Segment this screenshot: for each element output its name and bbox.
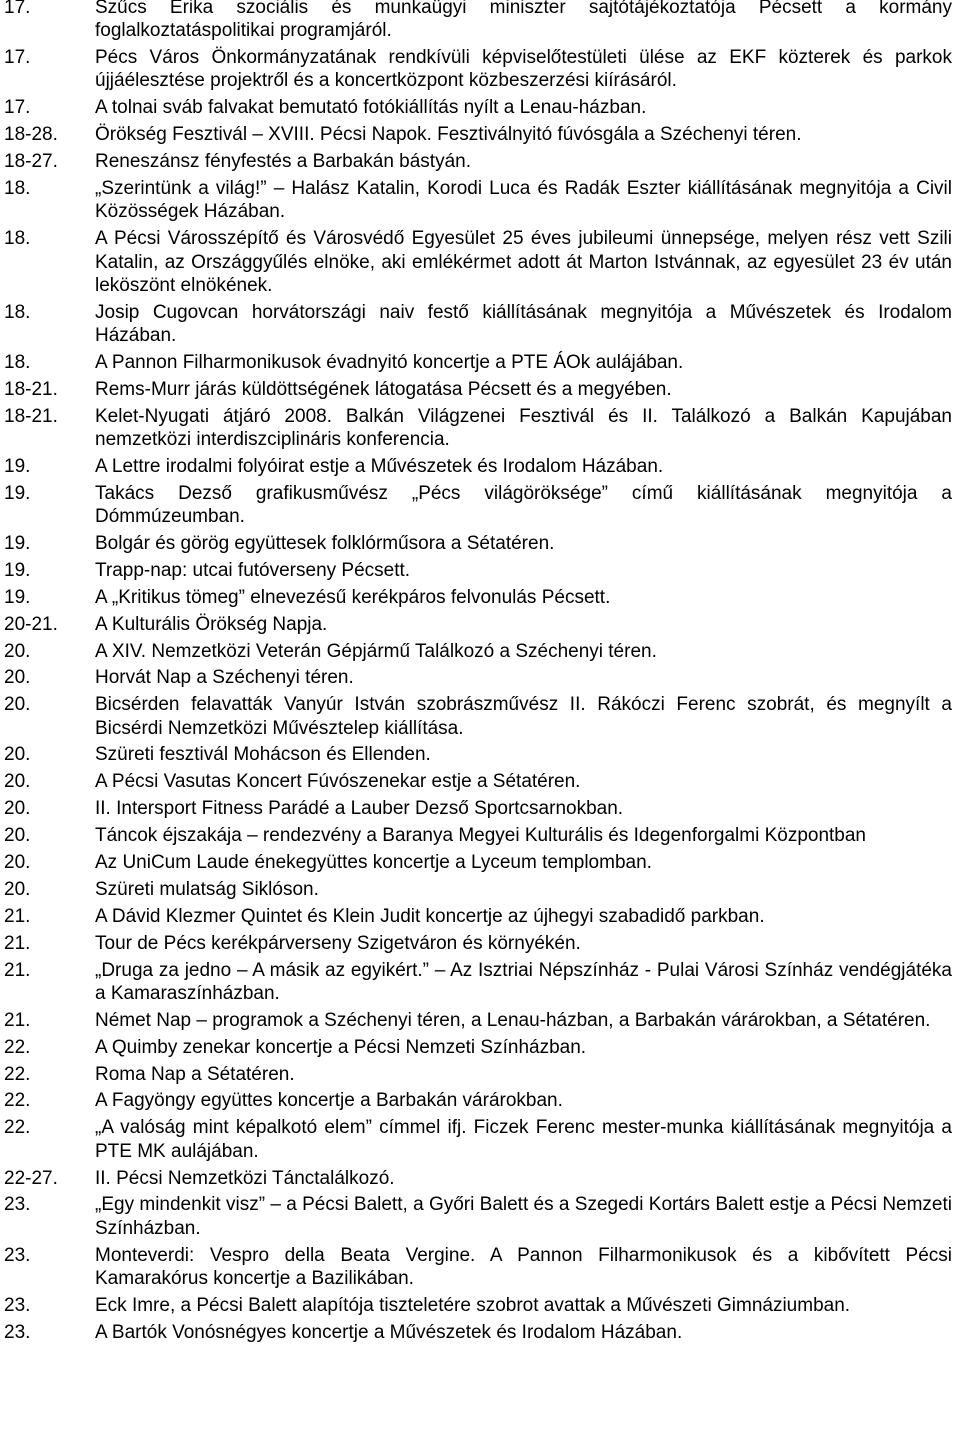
entry-text: Rems-Murr járás küldöttségének látogatása Pécsett és a megyében. <box>95 378 672 400</box>
entry-text: Pécs Város Önkormányzatának rendkívüli képviselőtestületi ülése az EKF közterek és parkok újjáélesztése projektről és a koncertközpont közbeszerzési kiírásáról. <box>95 47 952 92</box>
entry-text: Horvát Nap a Széchenyi téren. <box>95 667 354 689</box>
entry-text: Reneszánsz fényfestés a Barbakán bástyán. <box>95 151 472 173</box>
entry-date: 18. <box>4 228 31 250</box>
entry-text: Roma Nap a Sétatéren. <box>95 1063 295 1085</box>
chronology-entry <box>0 351 960 374</box>
entry-date: 21. <box>4 1009 31 1031</box>
chronology-entry <box>0 559 960 582</box>
entry-text: „Szerintünk a világ!” – Halász Katalin, Korodi Luca és Radák Eszter kiállításának megnyitója a Civil Közösségek Házában. <box>95 178 952 223</box>
entry-text: Takács Dezső grafikusművész „Pécs világöröksége” című kiállításának megnyitója a Dómmúzeumban. <box>95 482 952 528</box>
entry-text: A Bartók Vonósnégyes koncertje a Művészetek és Irodalom Házában. <box>95 1321 683 1343</box>
entry-text: Eck Imre, a Pécsi Balett alapítója tiszteletére szobrot avattak a Művészeti Gimnáziumban. <box>95 1294 851 1316</box>
entry-text: Örökség Fesztivál – XVIII. Pécsi Napok. Fesztiválnyitó fúvósgála a Széchenyi téren. <box>95 124 802 146</box>
entry-date: 20. <box>4 667 31 689</box>
entry-date: 20. <box>4 694 31 716</box>
entry-date: 23. <box>4 1194 31 1216</box>
chronology-entry <box>0 878 960 901</box>
entry-date: 20. <box>4 852 31 874</box>
chronology-entry <box>0 378 960 401</box>
entry-date: 22. <box>4 1063 31 1085</box>
chronology-entry <box>0 1294 960 1317</box>
entry-date: 20. <box>4 878 31 900</box>
entry-date: 18. <box>4 351 31 373</box>
chronology-entry <box>0 227 960 297</box>
entry-date: 19. <box>4 586 31 608</box>
entry-date: 22. <box>4 1117 31 1139</box>
entry-text: Bicsérden felavatták Vanyúr István szobrászművész II. Rákóczi Ferenc szobrát, és megnyílt a Bicsérdi Nemzetközi Művésztelep kiállítása. <box>95 694 952 739</box>
entry-date: 20-21. <box>4 613 58 635</box>
entry-date: 23. <box>4 1294 31 1316</box>
entry-text: „Druga za jedno – A másik az egyikért.” – Az Isztriai Népszínház - Pulai Városi Színház vendégjátéka a Kamaraszínházban. <box>95 959 952 1004</box>
chronology-entry <box>0 824 960 847</box>
entry-date: 19. <box>4 482 31 504</box>
entry-text: A Pécsi Városszépítő és Városvédő Egyesület 25 éves jubileumi ünnepsége, melyen rész vett Szili Katalin, az Országgyűlés elnöke, aki emlékérmet adott át Marton Istvánnak, az egyesület 23 év után leköszönt elnökének. <box>95 228 952 296</box>
entry-text: Josip Cugovcan horvátországi naiv festő kiállításának megnyitója a Művészetek és Irodalom Házában. <box>95 301 952 347</box>
entry-text: II. Intersport Fitness Parádé a Lauber Dezső Sportcsarnokban. <box>95 798 624 820</box>
chronology-entry <box>0 177 960 224</box>
chronology-entry <box>0 770 960 793</box>
chronology-entry <box>0 959 960 1006</box>
chronology-entry <box>0 797 960 820</box>
entry-date: 18-27. <box>4 151 58 173</box>
chronology-entry <box>0 405 960 452</box>
chronology-entry <box>0 905 960 928</box>
chronology-entry <box>0 1036 960 1059</box>
entry-text: Táncok éjszakája – rendezvény a Baranya Megyei Kulturális és Idegenforgalmi Központban <box>95 825 867 847</box>
entry-text: A XIV. Nemzetközi Veterán Gépjármű Találkozó a Széchenyi téren. <box>95 640 657 662</box>
chronology-entry <box>0 851 960 874</box>
chronology-entry <box>0 301 960 348</box>
entry-date: 18. <box>4 301 31 323</box>
entry-text: Trapp-nap: utcai futóverseny Pécsett. <box>95 559 411 581</box>
chronology-entry <box>0 482 960 529</box>
entry-date: 18. <box>4 178 31 200</box>
entry-date: 22-27. <box>4 1167 58 1189</box>
entry-date: 17. <box>4 97 31 119</box>
entry-date: 19. <box>4 532 31 554</box>
chronology-entry <box>0 1063 960 1086</box>
entry-date: 20. <box>4 825 31 847</box>
chronology-entry <box>0 743 960 766</box>
entry-text: A Pécsi Vasutas Koncert Fúvószenekar estje a Sétatéren. <box>95 771 581 793</box>
entry-date: 17. <box>4 0 31 18</box>
entry-date: 18-28. <box>4 124 58 146</box>
chronology-entry <box>0 1321 960 1344</box>
entry-date: 20. <box>4 744 31 766</box>
entry-text: A „Kritikus tömeg” elnevezésű kerékpáros felvonulás Pécsett. <box>95 586 611 608</box>
entry-text: A Fagyöngy együttes koncertje a Barbakán várárokban. <box>95 1090 563 1112</box>
chronology-entry <box>0 1009 960 1032</box>
entry-text: A Quimby zenekar koncertje a Pécsi Nemzeti Színházban. <box>95 1036 587 1058</box>
entry-date: 19. <box>4 559 31 581</box>
chronology-entry <box>0 46 960 93</box>
entry-text: Szüreti fesztivál Mohácson és Ellenden. <box>95 744 431 766</box>
entry-date: 19. <box>4 455 31 477</box>
entry-date: 20. <box>4 640 31 662</box>
chronology-entry <box>0 532 960 555</box>
chronology-entry <box>0 1244 960 1291</box>
chronology-entry <box>0 693 960 740</box>
chronology-entry <box>0 640 960 663</box>
entry-date: 21. <box>4 932 31 954</box>
entry-text: A Kulturális Örökség Napja. <box>95 613 328 635</box>
entry-date: 17. <box>4 47 31 69</box>
chronology-entry <box>0 96 960 119</box>
entry-date: 20. <box>4 771 31 793</box>
chronology-entry <box>0 455 960 478</box>
entry-text: Német Nap – programok a Széchenyi téren, a Lenau-házban, a Barbakán várárokban, a Sétatéren. <box>95 1009 931 1031</box>
entry-date: 23. <box>4 1244 31 1266</box>
chronology-entry <box>0 1193 960 1240</box>
entry-date: 21. <box>4 959 31 981</box>
chronology-entry <box>0 1089 960 1112</box>
entry-text: Bolgár és görög együttesek folklórműsora a Sétatéren. <box>95 532 555 554</box>
chronology-entry <box>0 1167 960 1190</box>
entry-date: 22. <box>4 1036 31 1058</box>
chronology-entry <box>0 666 960 689</box>
entry-text: II. Pécsi Nemzetközi Tánctalálkozó. <box>95 1167 395 1189</box>
chronology-entry <box>0 1116 960 1163</box>
entry-text: Monteverdi: Vespro della Beata Vergine. A Pannon Filharmonikusok és a kibővített Pécsi Kamarakórus koncertje a Bazilikában. <box>95 1244 952 1289</box>
chronology-entry <box>0 123 960 146</box>
entry-text: Az UniCum Laude énekegyüttes koncertje a Lyceum templomban. <box>95 852 652 874</box>
entry-text: Tour de Pécs kerékpárverseny Szigetváron és környékén. <box>95 932 581 954</box>
chronology-entry <box>0 586 960 609</box>
entry-text: A Pannon Filharmonikusok évadnyitó koncertje a PTE ÁOk aulájában. <box>95 351 684 373</box>
chronology-entry <box>0 613 960 636</box>
entry-text: „A valóság mint képalkotó elem” címmel ifj. Ficzek Ferenc mester-munka kiállításának megnyitója a PTE MK aulájában. <box>95 1117 952 1162</box>
entry-text: A tolnai sváb falvakat bemutató fotókiállítás nyílt a Lenau-házban. <box>95 97 647 119</box>
entry-date: 21. <box>4 905 31 927</box>
chronology-entry <box>0 150 960 173</box>
entry-text: A Lettre irodalmi folyóirat estje a Művészetek és Irodalom Házában. <box>95 455 664 477</box>
entry-text: „Egy mindenkit visz” – a Pécsi Balett, a Győri Balett és a Szegedi Kortárs Balett estje a Pécsi Nemzeti Színházban. <box>95 1194 952 1239</box>
entry-text: Szüreti mulatság Siklóson. <box>95 878 319 900</box>
entry-date: 18-21. <box>4 378 58 400</box>
entry-date: 18-21. <box>4 405 58 427</box>
chronology-entry <box>0 0 960 43</box>
chronology-entry <box>0 932 960 955</box>
entry-text: A Dávid Klezmer Quintet és Klein Judit koncertje az újhegyi szabadidő parkban. <box>95 905 765 927</box>
entry-date: 23. <box>4 1321 31 1343</box>
entry-text: Kelet-Nyugati átjáró 2008. Balkán Világzenei Fesztivál és II. Találkozó a Balkán Kapujában nemzetközi interdiszciplináris konferencia. <box>95 405 952 450</box>
entry-date: 22. <box>4 1090 31 1112</box>
entry-text: Szűcs Erika szociális és munkaügyi miniszter sajtótájékoztatója Pécsett a kormány foglalkoztatáspolitikai programjáról. <box>95 0 952 42</box>
entry-date: 20. <box>4 798 31 820</box>
